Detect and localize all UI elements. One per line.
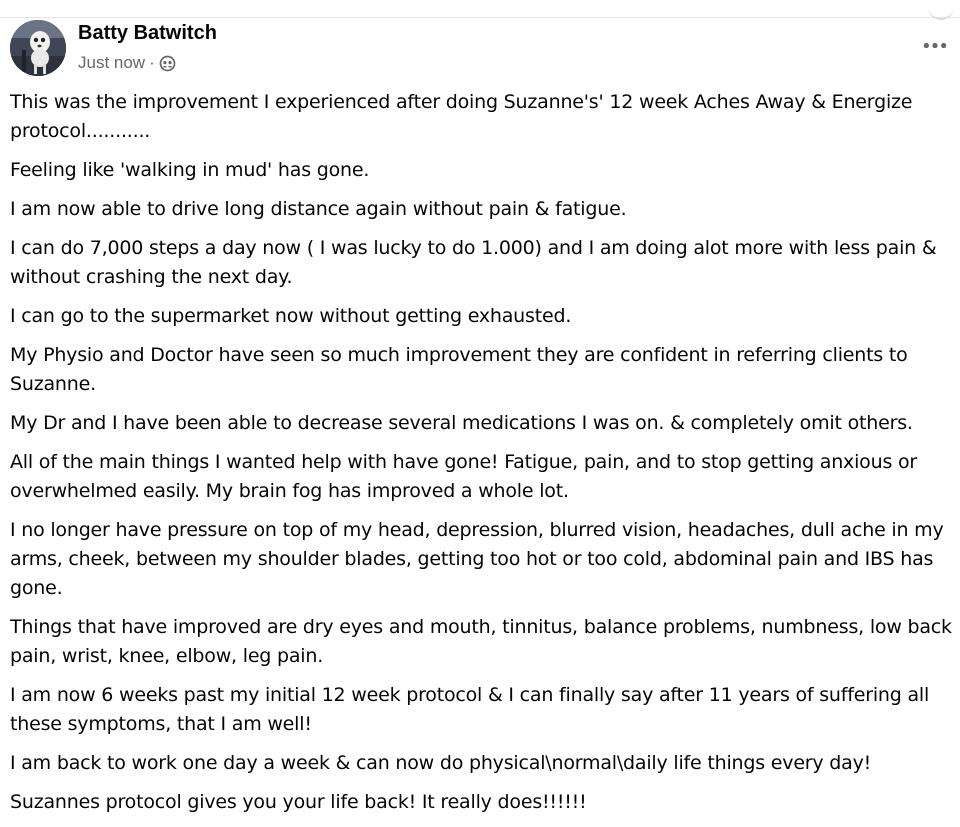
paragraph: I am now 6 weeks past my initial 12 week protocol & I can finally say after 11 years of suffering all these symptoms, that I am well! (10, 684, 930, 735)
meta-separator: · (149, 53, 155, 72)
paragraph: Things that have improved are dry eyes and mouth, tinnitus, balance problems, numbness, low back pain, wrist, knee, elbow, leg pain. (10, 616, 952, 667)
paragraph: Feeling like 'walking in mud' has gone. (10, 159, 370, 181)
paragraph: Suzannes protocol gives you your life back! It really does!!!!!! (10, 791, 587, 813)
post-header (10, 20, 950, 78)
paragraph: I am now able to drive long distance again without pain & fatigue. (10, 198, 627, 220)
paragraph: My Physio and Doctor have seen so much improvement they are confident in referring clients to Suzanne. (10, 344, 908, 395)
friends-icon[interactable] (159, 55, 176, 72)
post-timestamp[interactable]: Just now (78, 53, 146, 72)
paragraph: I can do 7,000 steps a day now ( I was lucky to do 1.000) and I am doing alot more with less pain & without crashing the next day. (10, 237, 937, 288)
author-name[interactable]: Batty Batwitch (78, 22, 217, 44)
paragraph: This was the improvement I experienced after doing Suzanne's' 12 week Aches Away & Energize protocol........... (10, 91, 913, 142)
avatar-image (10, 20, 66, 76)
paragraph: I no longer have pressure on top of my head, depression, blurred vision, headaches, dull ache in my arms, cheek, between my shoulder blades, getting too hot or too cold, abdominal pain and IBS has gone. (10, 519, 944, 599)
paragraph: My Dr and I have been able to decrease several medications I was on. & completely omit others. (10, 412, 913, 434)
paragraph: I can go to the supermarket now without getting exhausted. (10, 305, 572, 327)
post-body (10, 88, 954, 827)
facebook-post (0, 18, 960, 819)
paragraph: I am back to work one day a week & can now do physical\normal\daily life things every day! (10, 752, 872, 774)
more-options-button[interactable] (920, 34, 950, 56)
avatar[interactable] (10, 20, 66, 76)
post-meta (78, 53, 176, 73)
more-options-icon (922, 41, 948, 50)
partial-circle (928, 4, 954, 20)
paragraph: All of the main things I wanted help with have gone! Fatigue, pain, and to stop getting anxious or overwhelmed easily. My brain fog has improved a whole lot. (10, 451, 918, 502)
